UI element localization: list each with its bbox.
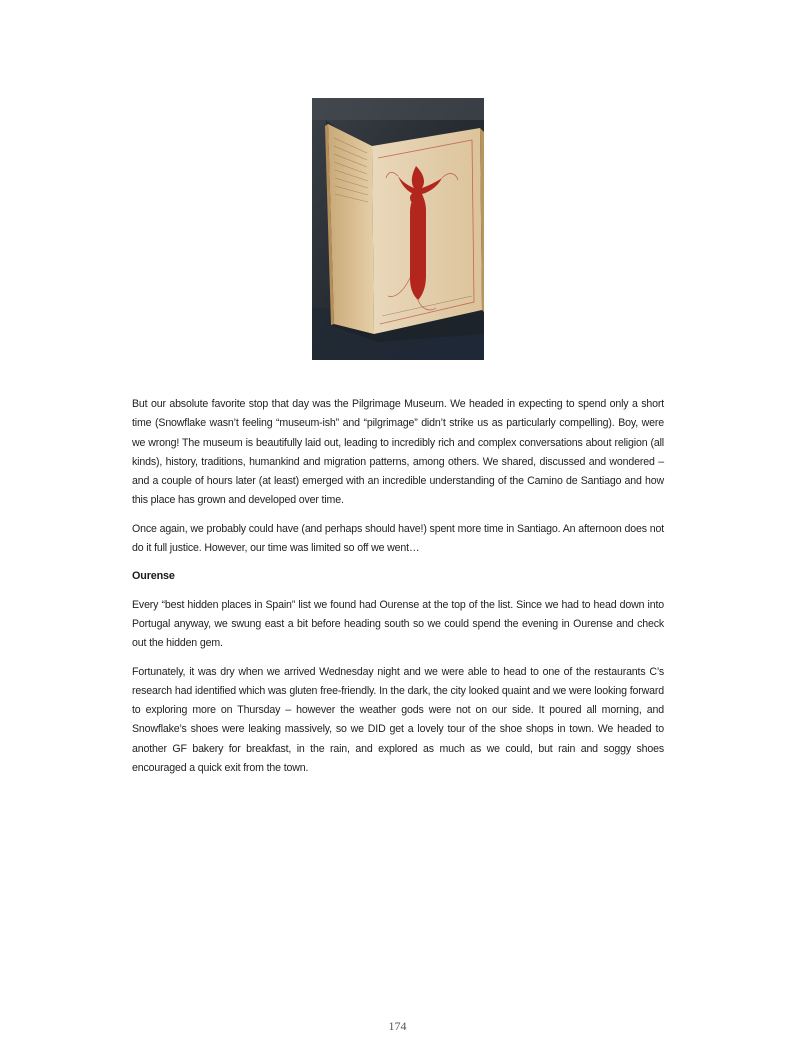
manuscript-photo: [312, 98, 484, 360]
section-heading-ourense: Ourense: [132, 570, 175, 583]
paragraph-ourense-hidden-gem: Every “best hidden places in Spain” list we found had Ourense at the top of the list. Since we had to head down into Portugal anyway, we swung east a bit before heading south so we could spend the evening in Ourense and check out the hidden gem.: [132, 598, 664, 650]
paragraph-ourense-rain: Fortunately, it was dry when we arrived Wednesday night and we were able to head to one of the restaurants C’s research had identified which was gluten free-friendly. In the dark, the city looked quaint and we were looking forward to exploring more on Thursday – however the weather gods were not on our side. It poured all morning, and Snowflake’s shoes were leaking massively, so we DID get a lovely tour of the shoe shops in town. We headed to another GF bakery for breakfast, in the rain, and explored as much as we could, but rain and soggy shoes encouraged a quick exit from the town.: [132, 665, 664, 775]
paragraph-pilgrimage-museum: But our absolute favorite stop that day was the Pilgrimage Museum. We headed in expecting to spend only a short time (Snowflake wasn’t feeling “museum-ish” and “pilgrimage” didn’t strike us as particularly compelling). Boy, were we wrong! The museum is beautifully laid out, leading to incredibly rich and complex conversations about religion (all kinds), history, traditions, humankind and migration patterns, among others. We shared, discussed and wondered – and a couple of hours later (at least) emerged with an incredible understanding of the Camino de Santiago and how this place has grown and developed over time.: [132, 398, 664, 507]
page-number: 174: [388, 1019, 407, 1033]
paragraph-santiago-time: Once again, we probably could have (and perhaps should have!) spent more time in Santiago. An afternoon does not do it full justice. However, our time was limited so off we went…: [132, 522, 664, 555]
manuscript-image: [312, 98, 484, 360]
article-body: [132, 395, 664, 787]
